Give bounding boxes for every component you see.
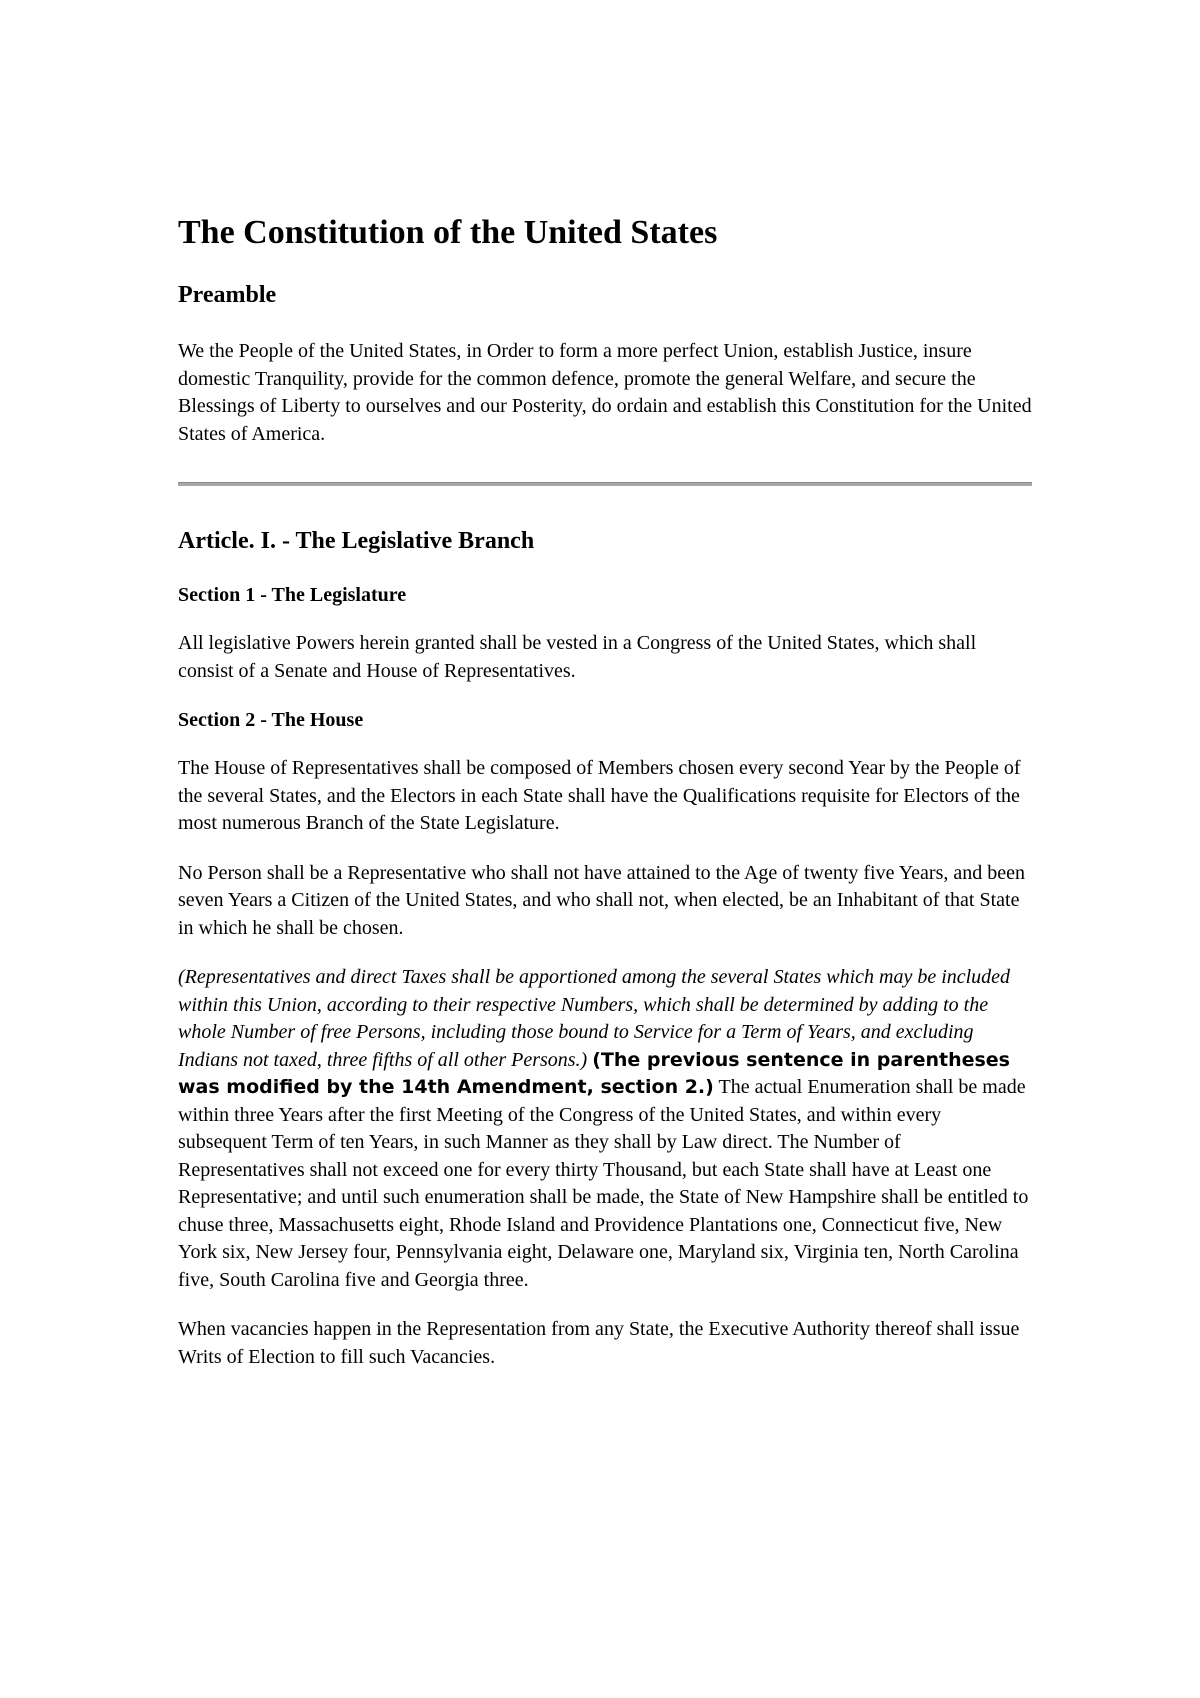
- article-1-heading: Article. I. - The Legislative Branch: [178, 528, 535, 554]
- section-2-paragraph-2: No Person shall be a Representative who shall not have attained to the Age of twenty five Years, and been seven Years a Citizen of the United States, and who shall not, when elected, be an Inhabitant of that State in which he shall be chosen.: [178, 861, 1026, 939]
- document-title: The Constitution of the United States: [178, 214, 718, 251]
- section-2-paragraph-3: [178, 964, 1032, 1294]
- amendment-note: (The previous sentence in parentheses was modified by the 14th Amendment, section 2.): [178, 1048, 1010, 1098]
- section-2-heading: Section 2 - The House: [178, 709, 364, 731]
- section-2-paragraph-4: When vacancies happen in the Representation from any State, the Executive Authority thereof shall issue Writs of Election to fill such Vacancies.: [178, 1318, 1020, 1368]
- enumeration-text: The actual Enumeration shall be made within three Years after the first Meeting of the Congress of the United States, and within every subsequent Term of ten Years, in such Manner as they shall by Law direct. The Number of Representatives shall not exceed one for every thirty Thousand, but each State shall have at Least one Representative; and until such enumeration shall be made, the State of New Hampshire shall be entitled to chuse three, Massachusetts eight, Rhode Island and Providence Plantations one, Connecticut five, New York six, New Jersey four, Pennsylvania eight, Delaware one, Maryland six, Virginia ten, North Carolina five, South Carolina five and Georgia three.: [178, 1076, 1029, 1291]
- document-page: [178, 212, 1032, 1393]
- section-2-paragraph-1: The House of Representatives shall be composed of Members chosen every second Year by the People of the several States, and the Electors in each State shall have the Qualifications requisite for Electors of the most numerous Branch of the State Legislature.: [178, 757, 1021, 834]
- section-1-text: All legislative Powers herein granted shall be vested in a Congress of the United States, which shall consist of a Senate and House of Representatives.: [178, 632, 977, 682]
- preamble-text: We the People of the United States, in Order to form a more perfect Union, establish Justice, insure domestic Tranquility, provide for the common defence, promote the general Welfare, and secure the Blessings of Liberty to ourselves and our Posterity, do ordain and establish this Constitution for the United States of America.: [178, 340, 1032, 445]
- section-divider: [178, 482, 1032, 486]
- section-1-heading: Section 1 - The Legislature: [178, 584, 407, 606]
- preamble-heading: Preamble: [178, 282, 277, 308]
- apportionment-clause-italic: (Representatives and direct Taxes shall be apportioned among the several States which may be included within this Union, according to their respective Numbers, which shall be determined by adding to the whole Number of free Persons, including those bound to Service for a Term of Years, and excluding Indians not taxed, three fifths of all other Persons.): [178, 966, 1011, 1071]
